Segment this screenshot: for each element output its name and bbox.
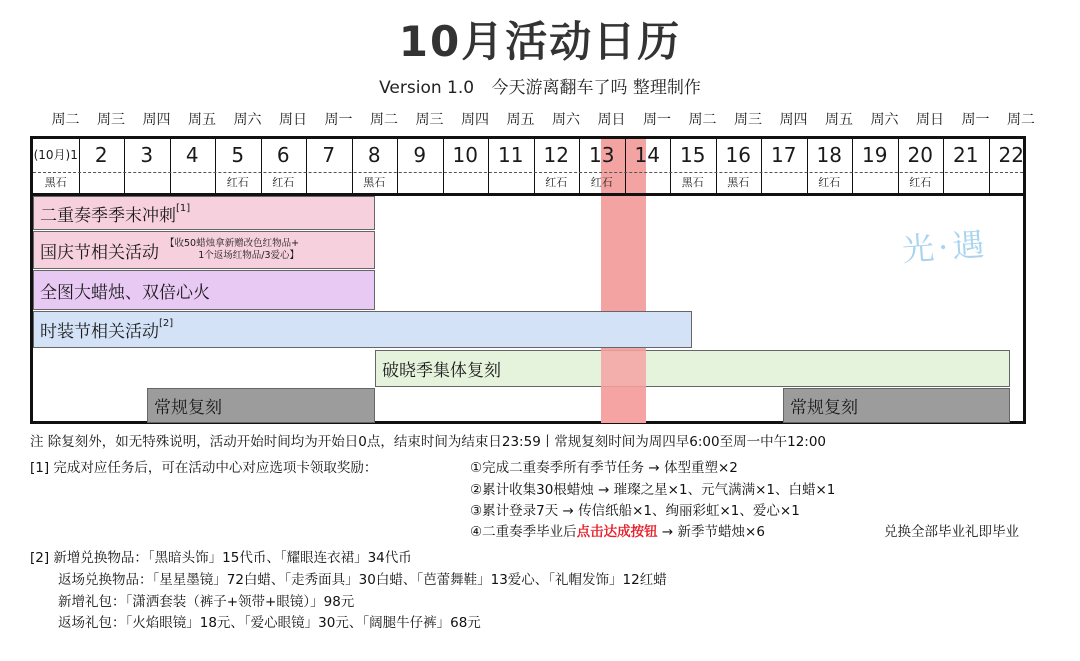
stone-type [306,173,352,193]
stone-type [761,173,807,193]
event-label: 时装节相关活动 [40,322,159,342]
column-divider [989,139,990,193]
weekday-label: 周一 [643,112,671,128]
column-divider [79,139,80,193]
day-number: 10 [452,143,478,167]
column-divider [306,139,307,193]
day-number: 12 [543,143,569,167]
day-number: 16 [725,143,751,167]
stone-type: 红石 [590,176,613,189]
weekday-label: 周日 [597,112,626,128]
note-2-return-packs: 返场礼包：「火焰眼镜」18元、「爱心眼镜」30元、「阔腿牛仔裤」68元 [58,615,481,631]
column-divider [488,139,489,193]
day-number: 7 [322,143,336,167]
event-label: 全图大蜡烛、双倍心火 [40,282,210,303]
column-divider [124,139,125,193]
note-2-return-items: 返场兑换物品：「星星墨镜」72白蜡、「走秀面具」30白蜡、「芭蕾舞鞋」13爱心、「礼帽发饰」12红蜡 [58,572,667,588]
stone-type [170,173,216,193]
column-divider [670,139,671,193]
day-number: 5 [231,143,245,167]
stone-type: 红石 [909,176,932,189]
event-label: 二重奏季季末冲刺 [40,205,176,226]
stone-type [625,173,671,193]
sky-logo: 光·遇 [900,225,990,269]
day-number: 4 [185,143,199,167]
day-number: 19 [862,143,888,167]
event-label: 国庆节相关活动 [40,242,159,263]
day-number: 8 [367,143,381,167]
column-divider [534,139,535,193]
stone-type: 黑石 [44,176,67,189]
subtitle [0,76,1080,100]
day-number: 17 [771,143,797,167]
event-label: 破晓季集体复刻 [382,361,501,381]
column-divider [579,139,580,193]
stone-type: 黑石 [363,176,386,189]
weekday-label: 周一 [961,112,990,128]
weekday-label: 周六 [552,112,580,128]
stone-type: 红石 [272,176,295,189]
note-1-item-d: ④二重奏季毕业后点击达成按钮 → 新季节蜡烛×6 [470,524,765,540]
weekday-label: 周四 [461,112,489,128]
weekday-label: 周二 [1007,112,1035,128]
weekday-label: 周二 [51,112,80,128]
column-divider [443,139,444,193]
event-label: 常规复刻 [790,398,858,418]
day-number: (10月)1 [33,148,78,162]
stone-type [943,173,989,193]
page-title: 10月活动日历 [398,17,682,66]
stone-type: 黑石 [681,176,704,189]
weekday-label: 周一 [324,112,353,128]
note-2-new-packs: 新增礼包：「潇洒套装（裤子+领带+眼镜）」98元 [58,594,355,610]
highlighted-text: 点击达成按钮 [576,524,658,540]
day-number: 22 [998,143,1024,167]
stone-type [124,173,170,193]
note-1-intro: [1] 完成对应任务后，可在活动中心对应选项卡领取奖励： [30,460,378,476]
column-divider [215,139,216,193]
column-divider [170,139,171,193]
event-note: 【收50蜡烛拿新赠改色红物品+ 1个返场红物品/3爱心】 [165,238,300,261]
version-label: Version 1.0 [379,78,475,98]
day-number: 20 [907,143,933,167]
column-divider [352,139,353,193]
weekday-label: 周日 [279,112,307,128]
event-bar-national-day [33,231,375,269]
day-number: 21 [953,143,979,167]
stone-type [488,173,534,193]
column-divider [852,139,853,193]
author-label: 今天游离翻车了吗 整理制作 [491,78,701,98]
column-divider [397,139,398,193]
note-2-new-items: [2] 新增兑换物品：「黑暗头饰」15代币、「耀眼连衣裙」34代币 [30,550,412,566]
footnote-ref: [1] [176,203,191,214]
day-number: 11 [498,143,524,167]
day-number: 14 [634,143,660,167]
day-number: 2 [94,143,108,167]
weekday-label: 周六 [233,112,262,128]
stone-type [79,173,125,193]
highlight-overlay [601,348,646,423]
column-divider [761,139,762,193]
event-bar-fashion-festival [33,311,692,348]
column-divider [943,139,944,193]
event-bar-big-candles [33,270,375,310]
stone-type [852,173,898,193]
note-1-item-c: ③累计登录7天 → 传信纸船×1、绚丽彩虹×1、爱心×1 [470,503,800,519]
weekday-label: 周二 [688,112,717,128]
column-divider [716,139,717,193]
day-number: 9 [413,143,427,167]
weekday-label: 周五 [825,112,853,128]
day-number: 6 [276,143,290,167]
weekday-label: 周五 [506,112,535,128]
column-divider [898,139,899,193]
event-bar-regular-rerun-1 [147,388,375,423]
weekday-label: 周四 [779,112,808,128]
footnote-ref: [2] [159,318,174,329]
stone-type [443,173,489,193]
column-divider [807,139,808,193]
day-number: 3 [140,143,154,167]
stone-type: 黑石 [727,176,750,189]
note-1-item-a: ①完成二重奏季所有季节任务 → 体型重塑×2 [470,460,738,476]
note-1-item-b: ②累计收集30根蜡烛 → 璀璨之星×1、元气满满×1、白蜡×1 [470,482,836,498]
day-number: 13 [589,143,615,167]
stone-type [397,173,443,193]
event-bar-season-end [33,196,375,230]
weekday-label: 周日 [916,112,944,128]
stone-type: 红石 [226,176,249,189]
column-divider [261,139,262,193]
column-divider [625,139,626,193]
event-label: 常规复刻 [154,398,222,418]
stone-type: 红石 [545,176,568,189]
weekday-label: 周三 [734,112,762,128]
weekday-label: 周三 [415,112,444,128]
note-1-graduation: 兑换全部毕业礼即毕业 [884,524,1019,540]
note-general: 注 除复刻外，如无特殊说明，活动开始时间均为开始日0点，结束时间为结束日23:59丨常规复刻时间为周四早6:00至周一中午12:00 [30,434,827,450]
day-number: 15 [680,143,706,167]
weekday-label: 周六 [870,112,899,128]
stone-type [989,173,1035,193]
weekday-label: 周四 [142,112,171,128]
event-bar-regular-rerun-2 [783,388,1010,423]
weekday-label: 周五 [188,112,216,128]
event-bar-dawn-rerun-tail [646,350,1010,387]
stone-type: 红石 [818,176,841,189]
day-number: 18 [816,143,842,167]
weekday-label: 周三 [97,112,125,128]
weekday-label: 周二 [370,112,398,128]
dashed-divider [33,172,1023,173]
